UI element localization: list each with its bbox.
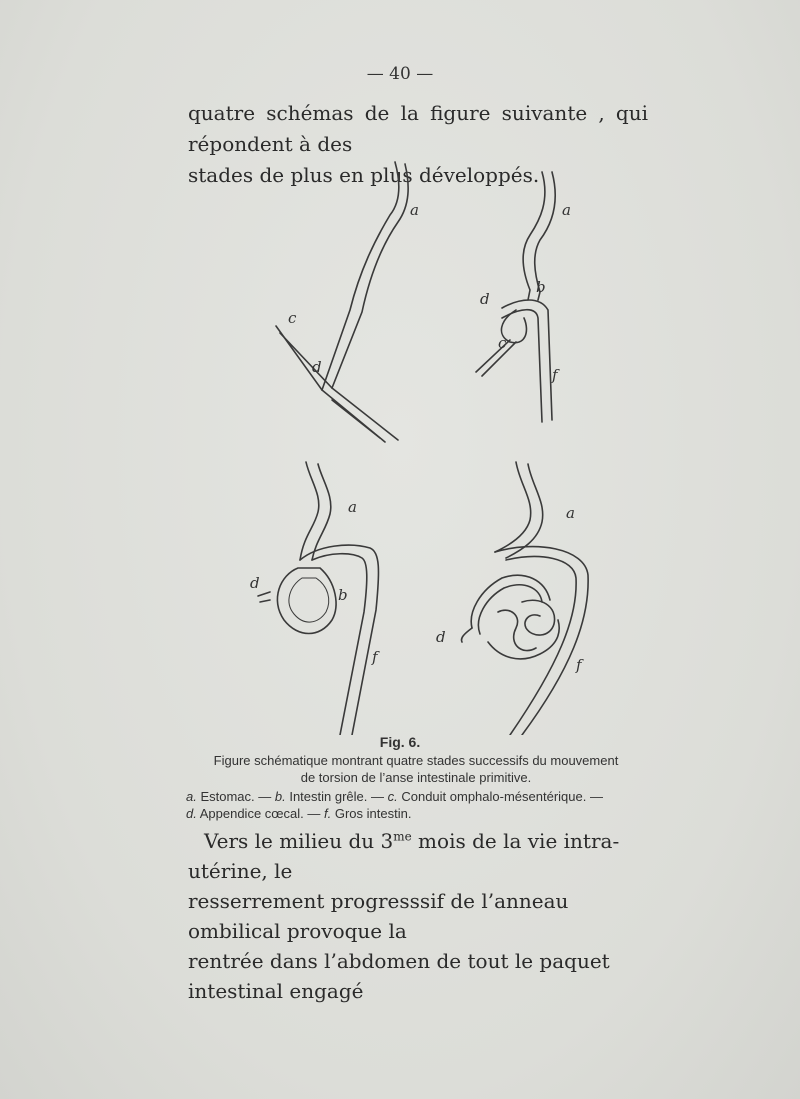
legend-line-2 <box>186 805 646 822</box>
label-d-stage-1: d <box>312 358 322 376</box>
figure-labels <box>250 201 584 674</box>
figure-legend <box>186 788 646 822</box>
stage-4-sketch <box>461 462 588 735</box>
label-b-stage-3: b <box>338 586 348 604</box>
legend-text-d: Appendice cœcal. — <box>196 806 325 821</box>
body-line-1 <box>188 826 654 886</box>
legend-text-b: Intestin grêle. — <box>285 789 388 804</box>
body-paragraph <box>188 826 654 1006</box>
body-line-1-start: Vers le milieu du 3 <box>204 829 394 853</box>
label-a-stage-2: a <box>562 201 571 219</box>
figure-caption <box>186 752 646 786</box>
legend-text-c: Conduit omphalo-mésentérique. — <box>397 789 603 804</box>
legend-key-f: f. <box>324 806 332 821</box>
intro-line-1: quatre schémas de la figure suivante , qui répondent à des <box>188 101 648 156</box>
legend-text-f: Gros intestin. <box>331 806 412 821</box>
label-f-stage-4: f <box>576 656 582 674</box>
legend-key-a: a. <box>186 789 197 804</box>
label-c-stage-2: c <box>498 334 507 352</box>
label-a-stage-4: a <box>566 504 575 522</box>
stage-1-sketch <box>276 162 408 442</box>
caption-line-1: Figure schématique montrant quatre stades successifs du mouvement <box>213 753 619 768</box>
legend-key-c: c. <box>387 789 398 804</box>
ordinal-superscript: me <box>393 829 412 844</box>
label-f-stage-3: f <box>372 648 378 666</box>
label-d-stage-3: d <box>250 574 260 592</box>
label-a-stage-1: a <box>410 201 419 219</box>
body-line-1-end: mois de la vie intra-utérine, le <box>188 829 620 883</box>
label-b-stage-2: b <box>536 278 546 296</box>
stage-3-sketch <box>258 462 378 735</box>
label-d-stage-2: d <box>480 290 490 308</box>
intro-line-2: stades de plus en plus développés. <box>188 163 540 187</box>
legend-text-a: Estomac. — <box>196 789 275 804</box>
caption-line-2: de torsion de l’anse intestinale primitive. <box>300 770 532 785</box>
legend-key-b: b. <box>274 789 286 804</box>
body-line-3: rentrée dans l’abdomen de tout le paquet intestinal engagé <box>188 949 610 1003</box>
page-number: — 40 — <box>366 64 434 84</box>
figure-6-illustration <box>240 150 620 735</box>
label-c-stage-1: c <box>288 309 297 327</box>
legend-line-1 <box>186 788 646 805</box>
body-line-2: resserrement progresssif de l’anneau ombilical provoque la <box>188 889 569 943</box>
label-d-stage-4: d <box>436 628 446 646</box>
legend-key-d: d. <box>186 806 197 821</box>
figure-title: Fig. 6. <box>379 734 421 750</box>
label-a-stage-3: a <box>348 498 357 516</box>
intestinal-loop-diagram <box>240 150 620 735</box>
label-f-stage-2: f <box>552 366 558 384</box>
